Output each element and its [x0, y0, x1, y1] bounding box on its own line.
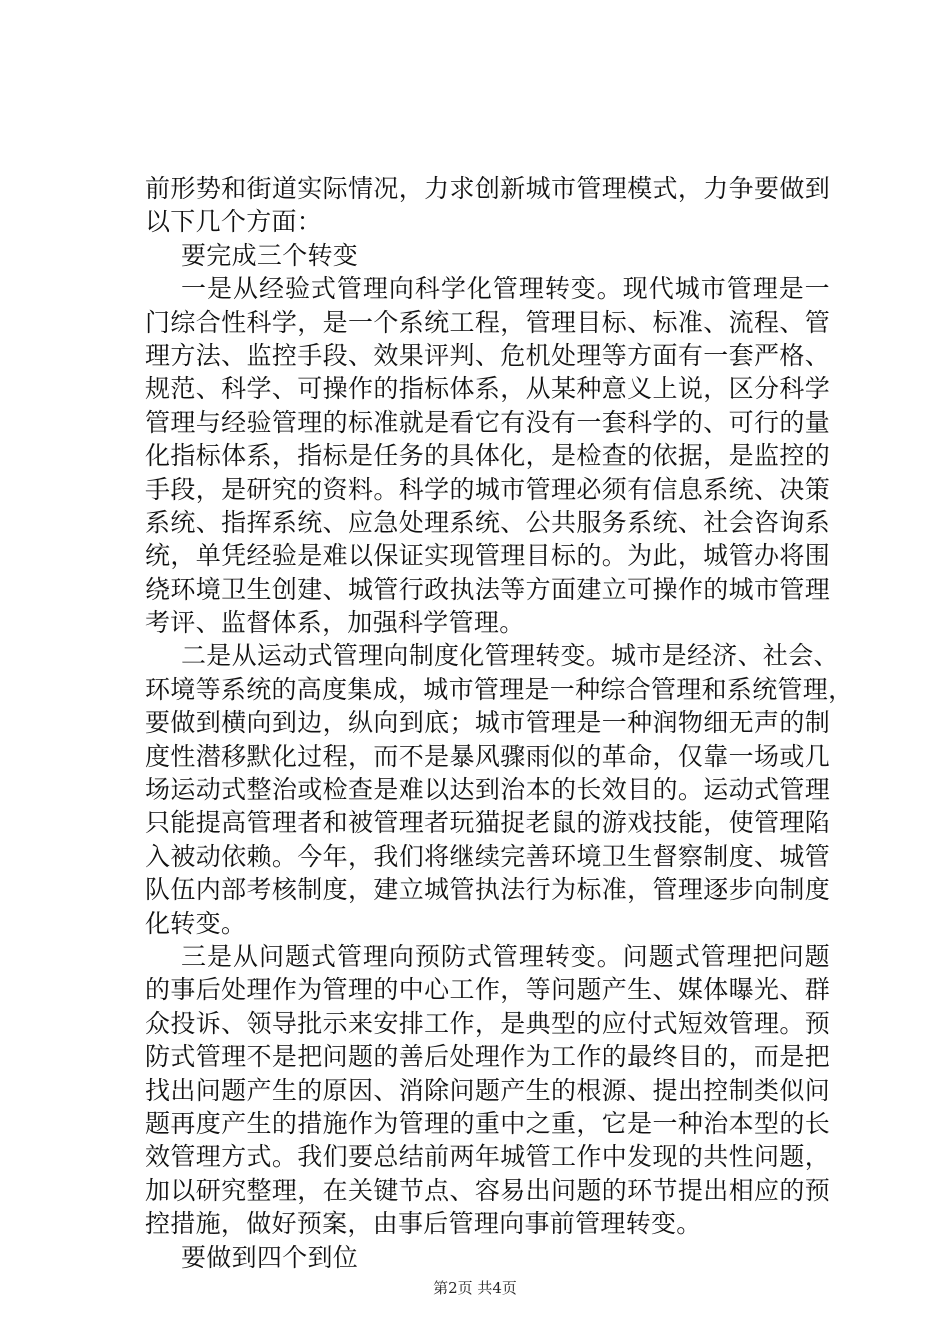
section-heading: 要完成三个转变 — [181, 240, 359, 270]
text-line: 众投诉、领导批示来安排工作，是典型的应付式短效管理。预 — [145, 1008, 830, 1038]
paragraph-first-line: 一是从经验式管理向科学化管理转变。现代城市管理是一 — [181, 274, 830, 304]
paragraph-first-line: 三是从问题式管理向预防式管理转变。问题式管理把问题 — [181, 941, 830, 971]
text-line: 只能提高管理者和被管理者玩猫捉老鼠的游戏技能，使管理陷 — [145, 808, 830, 838]
section-heading: 要做到四个到位 — [181, 1242, 359, 1272]
text-line: 理方法、监控手段、效果评判、危机处理等方面有一套严格、 — [145, 340, 830, 370]
text-line: 规范、科学、可操作的指标体系，从某种意义上说，区分科学 — [145, 374, 830, 404]
text-line: 题再度产生的措施作为管理的重中之重，它是一种治本型的长 — [145, 1108, 830, 1138]
text-line: 的事后处理作为管理的中心工作，等问题产生、媒体曝光、群 — [145, 975, 830, 1005]
text-line: 系统、指挥系统、应急处理系统、公共服务系统、社会咨询系 — [145, 507, 830, 537]
text-line: 前形势和街道实际情况，力求创新城市管理模式，力争要做到 — [145, 174, 830, 203]
document-body — [145, 172, 854, 1274]
text-line: 度性潜移默化过程，而不是暴风骤雨似的革命，仅靠一场或几 — [145, 741, 830, 771]
text-line: 场运动式整治或检查是难以达到治本的长效目的。运动式管理 — [145, 775, 830, 805]
text-line: 统，单凭经验是难以保证实现管理目标的。为此，城管办将围 — [145, 541, 830, 571]
text-line: 手段，是研究的资料。科学的城市管理必须有信息系统、决策 — [145, 474, 830, 504]
text-line: 化指标体系，指标是任务的具体化，是检查的依据，是监控的 — [145, 441, 830, 471]
text-line: 效管理方式。我们要总结前两年城管工作中发现的共性问题， — [145, 1142, 830, 1172]
text-line: 入被动依赖。今年，我们将继续完善环境卫生督察制度、城管 — [145, 841, 830, 871]
text-line: 找出问题产生的原因、消除问题产生的根源、提出控制类似问 — [145, 1075, 830, 1105]
text-line: 考评、监督体系，加强科学管理。 — [145, 608, 525, 638]
page-number-footer: 第2页 共4页 — [433, 1279, 517, 1297]
text-line: 环境等系统的高度集成，城市管理是一种综合管理和系统管理， — [145, 674, 854, 704]
text-line: 以下几个方面： — [145, 207, 323, 237]
text-line: 化转变。 — [145, 908, 247, 938]
text-line: 防式管理不是把问题的善后处理作为工作的最终目的，而是把 — [145, 1042, 830, 1072]
text-line: 绕环境卫生创建、城管行政执法等方面建立可操作的城市管理 — [145, 574, 830, 604]
text-line: 控措施，做好预案，由事后管理向事前管理转变。 — [145, 1209, 702, 1239]
paragraph-first-line: 二是从运动式管理向制度化管理转变。城市是经济、社会、 — [181, 641, 839, 671]
text-line: 门综合性科学，是一个系统工程，管理目标、标准、流程、管 — [145, 307, 830, 337]
text-line: 加以研究整理，在关键节点、容易出问题的环节提出相应的预 — [145, 1175, 830, 1205]
text-line: 管理与经验管理的标准就是看它有没有一套科学的、可行的量 — [145, 407, 830, 437]
text-line: 队伍内部考核制度，建立城管执法行为标准，管理逐步向制度 — [145, 875, 830, 905]
text-line: 要做到横向到边，纵向到底；城市管理是一种润物细无声的制 — [145, 708, 830, 738]
